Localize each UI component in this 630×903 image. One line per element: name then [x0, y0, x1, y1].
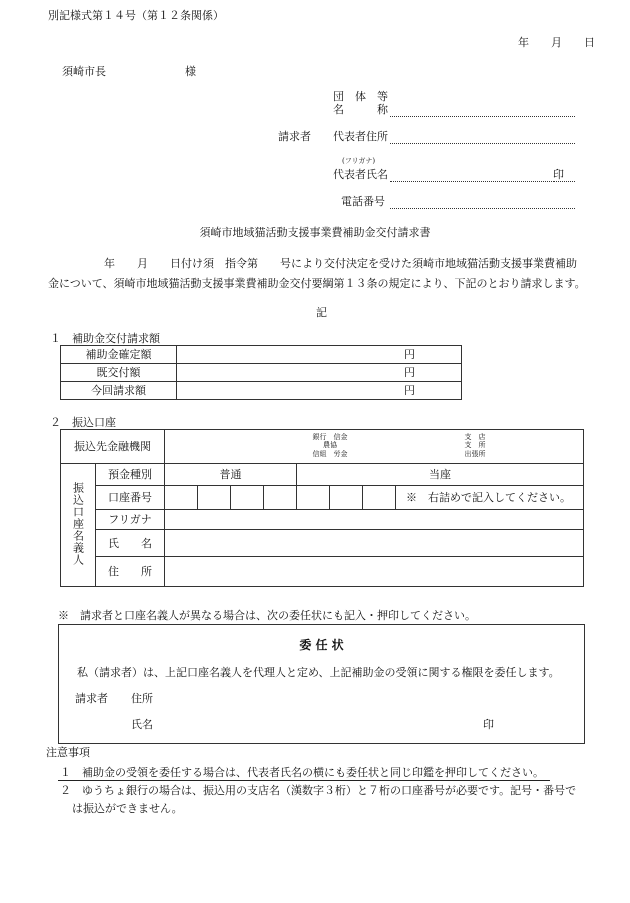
holder-name-label: 氏 名	[96, 530, 165, 557]
amount-label-paid: 既交付額	[61, 364, 177, 382]
account-number-label: 口座番号	[96, 486, 165, 510]
amount-cell-paid[interactable]: 円	[177, 364, 462, 382]
delegation-claimant: 請求者	[75, 692, 108, 705]
bank-label: 振込先金融機関	[61, 430, 165, 464]
note-item-1-underline	[58, 780, 550, 781]
rep-seal: 印	[553, 168, 564, 181]
phone-line[interactable]	[390, 208, 575, 209]
account-note: ※ 右詰めで記入してください。	[396, 486, 584, 510]
delegation-address: 住所	[131, 692, 153, 705]
account-holder-label: 振込口座名義人	[61, 464, 96, 587]
account-digit[interactable]	[264, 486, 297, 510]
notes-heading: 注意事項	[46, 746, 90, 759]
bank-cell[interactable]	[165, 430, 584, 464]
ki-label: 記	[316, 306, 327, 319]
note-item-2a: ２ ゆうちょ銀行の場合は、振込用の支店名（漢数字３桁）と７桁の口座番号が必要です。記号・番号で	[60, 784, 577, 797]
deposit-current[interactable]: 当座	[297, 464, 584, 486]
group-label-2: 名 称	[333, 103, 388, 116]
body-line-1: 年 月 日付け須 指令第 号により交付決定を受けた須崎市地域猫活動支援事業費補助	[104, 257, 577, 270]
section1-heading: １ 補助金交付請求額	[50, 332, 160, 345]
rep-seal-line	[553, 181, 575, 182]
addressee-honorific: 様	[185, 65, 196, 78]
document-title: 須崎市地域猫活動支援事業費補助金交付請求書	[199, 226, 431, 239]
delegation-name: 氏名	[131, 718, 153, 731]
bank-types: 銀行 信金 農協 信組 労金	[312, 432, 348, 458]
note-item-2b: は振込ができません。	[72, 802, 183, 815]
amount-table	[60, 345, 462, 400]
delegation-box	[58, 624, 585, 744]
holder-address-label: 住 所	[96, 557, 165, 587]
form-number: 別記様式第１４号（第１２条関係）	[48, 9, 224, 22]
rep-address-line[interactable]	[390, 143, 575, 144]
account-digit[interactable]	[330, 486, 363, 510]
holder-furigana-label: フリガナ	[96, 510, 165, 530]
delegation-text: 私（請求者）は、上記口座名義人を代理人と定め、上記補助金の受領に関する権限を委任します。	[77, 666, 560, 679]
account-digit[interactable]	[231, 486, 264, 510]
deposit-type-label: 預金種別	[96, 464, 165, 486]
rep-name-line[interactable]	[390, 181, 552, 182]
account-digit[interactable]	[165, 486, 198, 510]
amount-cell-current[interactable]: 円	[177, 382, 462, 400]
addressee: 須崎市長	[62, 65, 106, 78]
rep-name-label: 代表者氏名	[333, 168, 388, 181]
account-digit[interactable]	[297, 486, 330, 510]
note-item-1: １ 補助金の受領を委任する場合は、代表者氏名の横にも委任状と同じ印鑑を押印してください。	[60, 766, 544, 779]
group-label-1: 団 体 等	[333, 90, 388, 103]
claimant-label: 請求者	[278, 130, 311, 143]
amount-label-current: 今回請求額	[61, 382, 177, 400]
rep-address-label: 代表者住所	[333, 130, 388, 143]
amount-label-confirmed: 補助金確定額	[61, 346, 177, 364]
delegation-note: ※ 請求者と口座名義人が異なる場合は、次の委任状にも記入・押印してください。	[58, 609, 476, 622]
body-line-2: 金について、須崎市地域猫活動支援事業費補助金交付要綱第１３条の規定により、下記のとおり請求します。	[48, 277, 586, 290]
holder-address-cell[interactable]	[165, 557, 584, 587]
holder-name-cell[interactable]	[165, 530, 584, 557]
branch-types: 支 店 支 所 出張所	[464, 432, 486, 458]
account-digit[interactable]	[363, 486, 396, 510]
furigana-label: (フリガナ)	[342, 157, 376, 165]
account-digit[interactable]	[198, 486, 231, 510]
section2-heading: ２ 振込口座	[50, 416, 116, 429]
bank-table	[60, 429, 584, 587]
group-name-line[interactable]	[390, 116, 575, 117]
delegation-seal: 印	[483, 718, 494, 731]
deposit-normal[interactable]: 普通	[165, 464, 297, 486]
amount-cell-confirmed[interactable]: 円	[177, 346, 462, 364]
date-line: 年 月 日	[518, 36, 595, 49]
phone-label: 電話番号	[341, 195, 385, 208]
delegation-title: 委 任 状	[299, 638, 344, 652]
holder-furigana-cell[interactable]	[165, 510, 584, 530]
